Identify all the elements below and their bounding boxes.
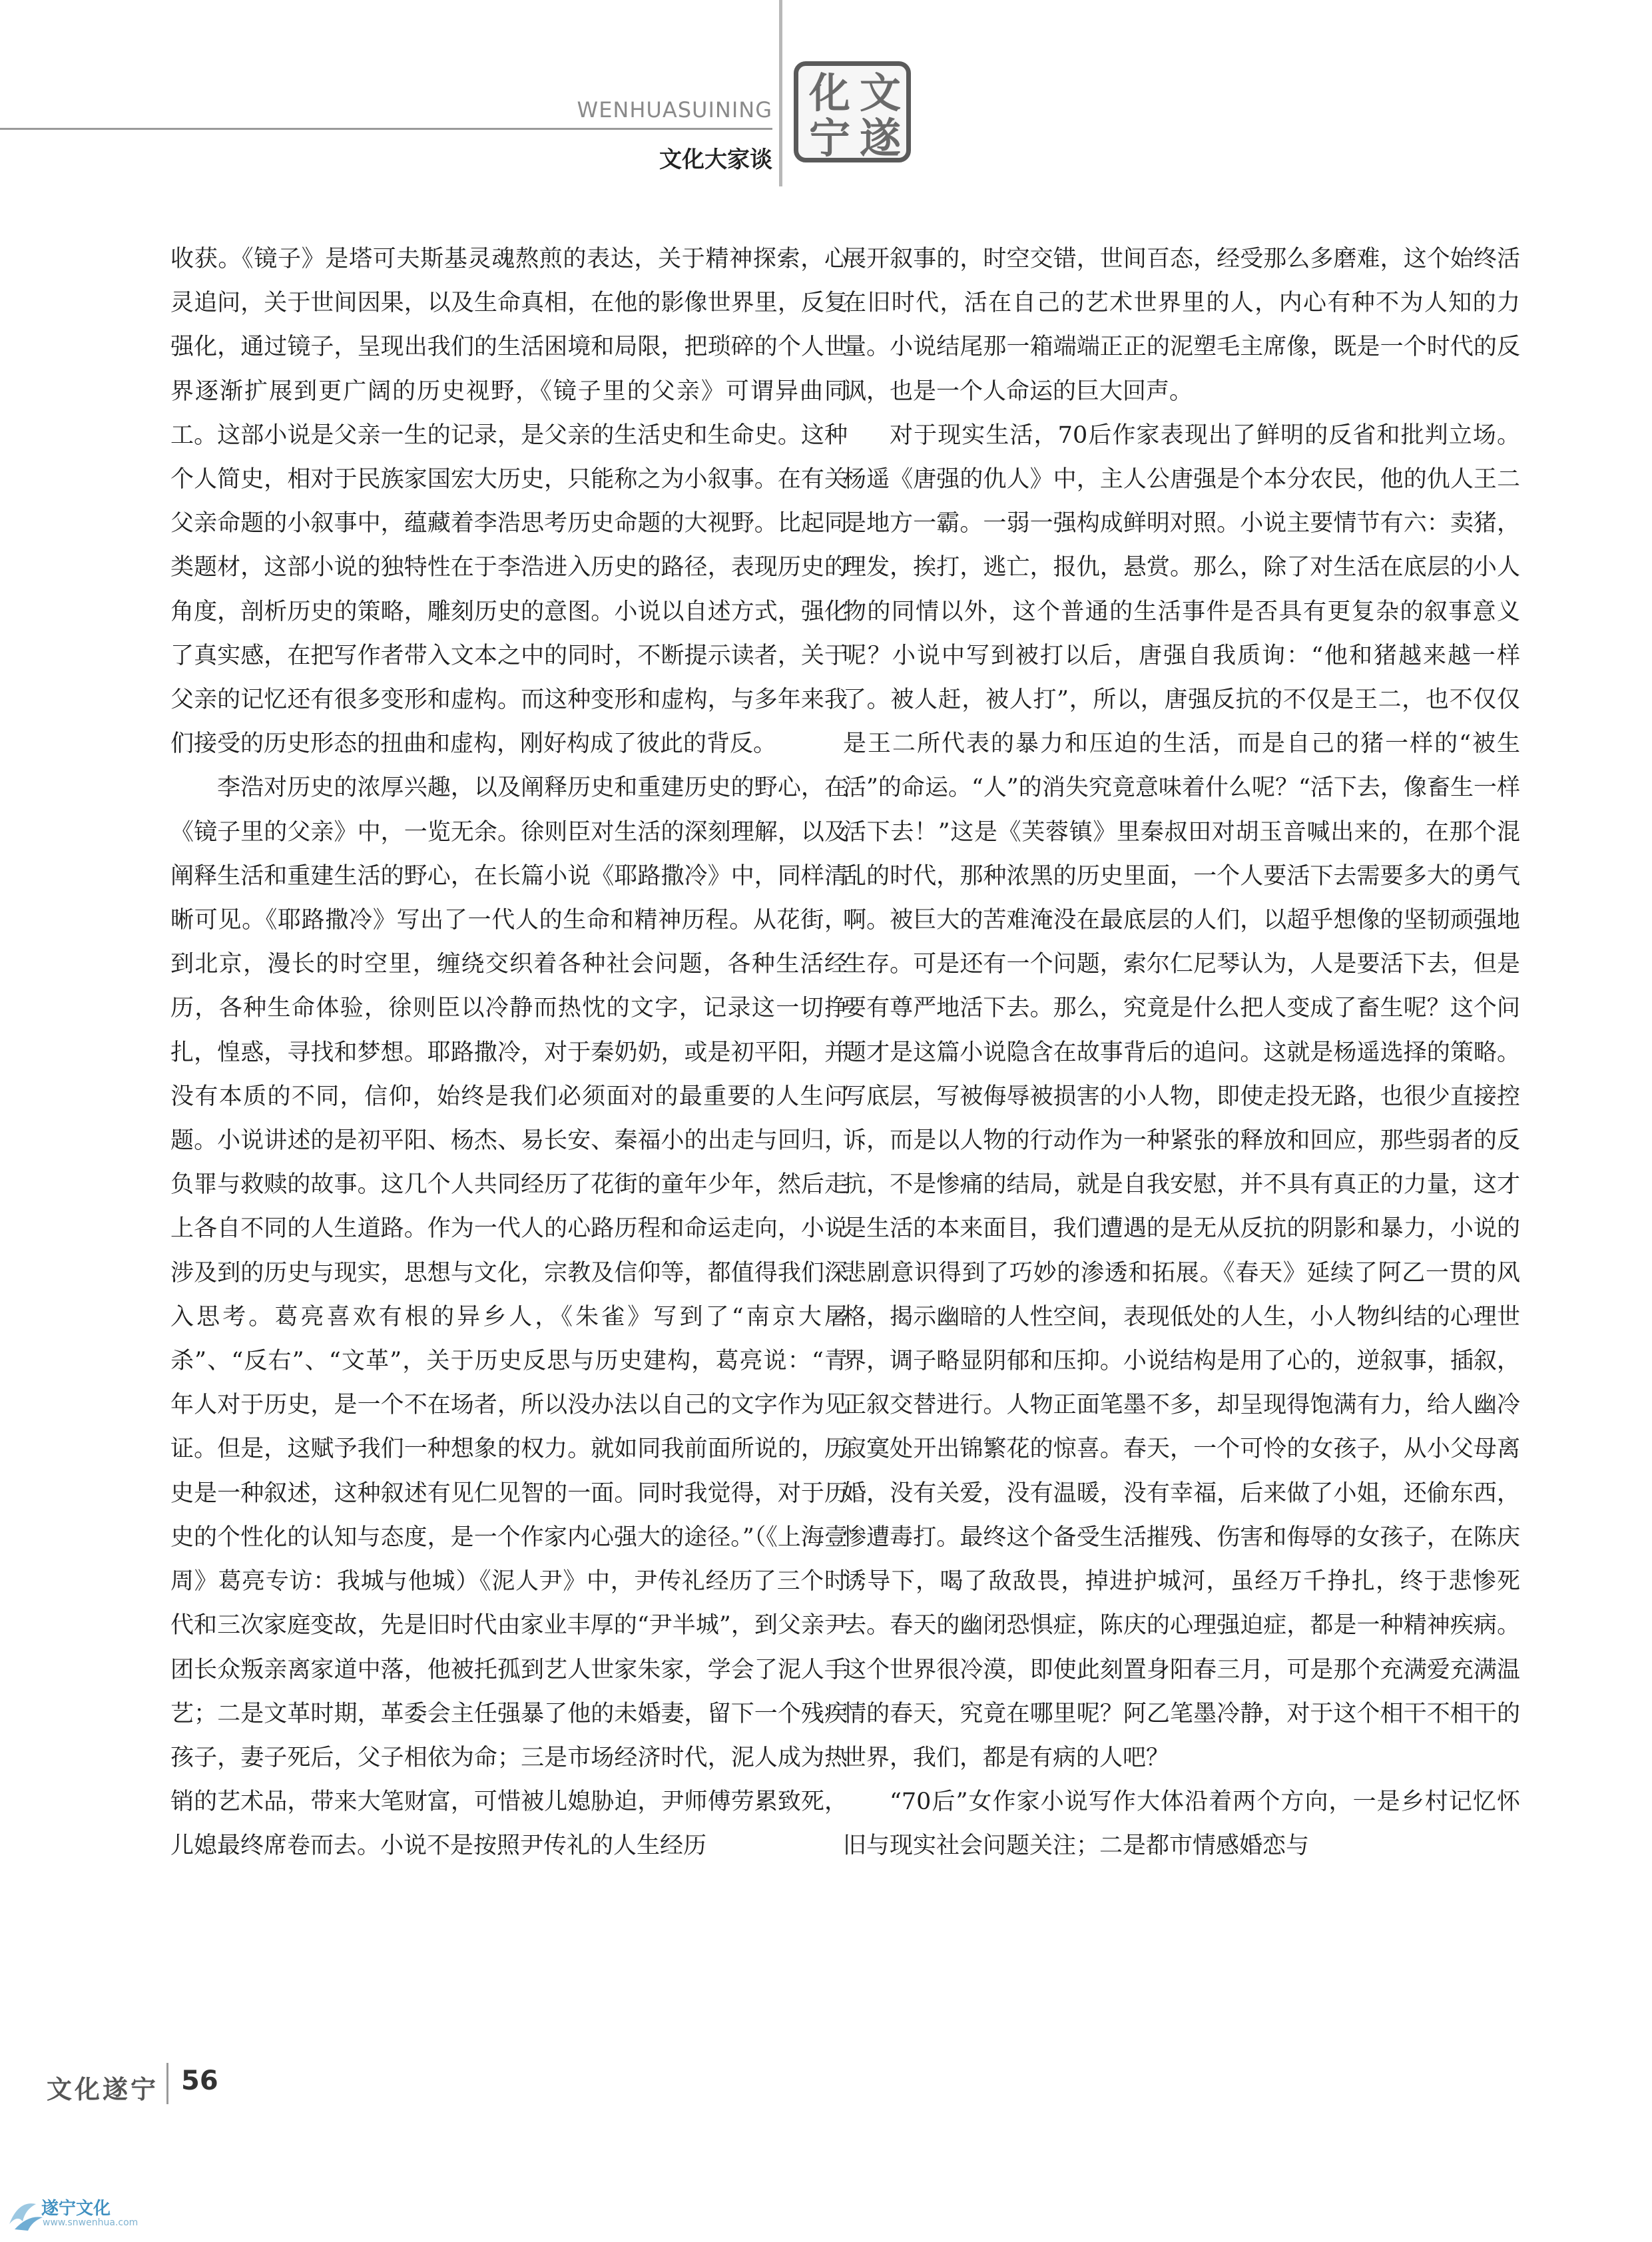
seal-char-2: 化	[809, 69, 851, 117]
seal-char-4: 宁	[809, 114, 851, 162]
page-number: 56	[181, 2066, 218, 2096]
magazine-english-name: WENHUASUINING	[577, 97, 772, 123]
paragraph: 收获。《镜子》是塔可夫斯基灵魂熬煎的表达，关于精神探索，心灵追问，关于世间因果，以及生命真相，在他的影像世界里，反复强化，通过镜子，呈现出我们的生活困境和局限，把琐碎的个人世界逐渐扩展到更广阔的历史视野，《镜子里的父亲》可谓异曲同工。这部小说是父亲一生的记录，是父亲的生活史和生命史。这种个人简史，相对于民族家国宏大历史，只能称之为小叙事。在有关父亲命题的小叙事中，蕴藏着李浩思考历史命题的大视野。比起同类题材，这部小说的独特性在于李浩进入历史的路径，表现历史的角度，剖析历史的策略，雕刻历史的意图。小说以自述方式，强化了真实感，在把写作者带入文本之中的同时，不断提示读者，关于父亲的记忆还有很多变形和虚构。而这种变形和虚构，与多年来我们接受的历史形态的扭曲和虚构，刚好构成了彼此的背反。	[170, 246, 848, 758]
column-title: 文化大家谈	[659, 146, 772, 173]
paragraph: 展开叙事的，时空交错，世间百态，经受那么多磨难，这个始终活在旧时代，活在自己的艺术世界里的人，内心有种不为人知的力量。小说结尾那一箱端端正正的泥塑毛主席像，既是一个时代的反讽，也是一个人命运的巨大回声。	[843, 246, 1520, 405]
footer-brand: 文化遂宁	[47, 2074, 159, 2104]
header-rule	[0, 128, 772, 130]
right-column	[843, 237, 1520, 1868]
watermark-logo	[5, 2195, 225, 2236]
paragraph: 李浩对历史的浓厚兴趣，以及阐释历史和重建历史的野心，在《镜子里的父亲》中，一览无余。徐则臣对生活的深刻理解，以及阐释生活和重建生活的野心，在长篇小说《耶路撒冷》中，同样清晰可见。《耶路撒冷》写出了一代人的生命和精神历程。从花街，到北京，漫长的时空里，缠绕交织着各种社会问题，各种生活经历，各种生命体验，徐则臣以冷静而热忱的文字，记录这一切挣扎，惶惑，寻找和梦想。耶路撒冷，对于秦奶奶，或是初平阳，并没有本质的不同，信仰，始终是我们必须面对的最重要的人生问题。小说讲述的是初平阳、杨杰、易长安、秦福小的出走与回归，负罪与救赎的故事。这几个人共同经历了花街的童年少年，然后走上各自不同的人生道路。作为一代人的心路历程和命运走向，小说涉及到的历史与现实，思想与文化，宗教及信仰等，都值得我们深入思考。葛亮喜欢有根的异乡人，《朱雀》写到了“南京大屠杀”、“反右”、“文革”，关于历史反思与历史建构，葛亮说：“青年人对于历史，是一个不在场者，所以没办法以自己的文字作为见证。但是，这赋予我们一种想象的权力。就如同我前面所说的，历史是一种叙述，这种叙述有见仁见智的一面。同时我觉得，对于历史的个性化的认知与态度，是一个作家内心强大的途径。”（《上海壹周》葛亮专访：我城与他城）《泥人尹》中，尹传礼经历了三个时代和三次家庭变故，先是旧时代由家业丰厚的“尹半城”，到父亲尹团长众叛亲离家道中落，他被托孤到艺人世家朱家，学会了泥人手艺；二是文革时期，革委会主任强暴了他的未婚妻，留下一个残疾孩子，妻子死后，父子相依为命；三是市场经济时代，泥人成为热销的艺术品，带来大笔财富，可惜被儿媳胁迫，尹师傅劳累致死，儿媳最终席卷而去。小说不是按照尹传礼的人生经历	[170, 774, 848, 1860]
seal-char-3: 遂	[860, 114, 902, 162]
header-divider	[779, 0, 782, 186]
watermark-url: www.snwenhua.com	[43, 2217, 138, 2228]
seal-char-1: 文	[860, 69, 902, 117]
watermark-text: 遂宁文化	[41, 2199, 111, 2219]
paragraph: 对于现实生活，70后作家表现出了鲜明的反省和批判立场。杨遥《唐强的仇人》中，主人公唐强是个本分农民，他的仇人王二是地方一霸。一弱一强构成鲜明对照。小说主要情节有六：卖猪，理发，挨打，逃亡，报仇，悬赏。那么，除了对生活在底层的小人物的同情以外，这个普通的生活事件是否具有更复杂的叙事意义呢？小说中写到被打以后，唐强自我质询：“他和猪越来越一样了。被人赶，被人打”，所以，唐强反抗的不仅是王二，也不仅仅是王二所代表的暴力和压迫的生活，而是自己的猪一样的“被生活”的命运。“人”的消失究竟意味着什么呢？“活下去，像畜生一样活下去！”这是《芙蓉镇》里秦叔田对胡玉音喊出来的，在那个混乱的时代，那种浓黑的历史里面，一个人要活下去需要多大的勇气啊。被巨大的苦难淹没在最底层的人们，以超乎想像的坚韧顽强地生存。可是还有一个问题，索尔仁尼琴认为，人是要活下去，但是要有尊严地活下去。那么，究竟是什么把人变成了畜生呢？这个问题才是这篇小说隐含在故事背后的追问。这就是杨遥选择的策略。写底层，写被侮辱被损害的小人物，即使走投无路，也很少直接控诉，而是以人物的行动作为一种紧张的释放和回应，那些弱者的反抗，不是惨痛的结局，就是自我安慰，并不具有真正的力量，这才是生活的本来面目，我们遭遇的是无从反抗的阴影和暴力，小说的悲剧意识得到了巧妙的渗透和拓展。《春天》延续了阿乙一贯的风格，揭示幽暗的人性空间，表现低处的人生，小人物纠结的心理世界，调子略显阴郁和压抑。小说结构是用了心的，逆叙事，插叙，正叙交替进行。人物正面笔墨不多，却呈现得饱满有力，给人幽冷寂寞处开出锦繁花的惊喜。春天，一个可怜的女孩子，从小父母离婚，没有关爱，没有温暖，没有幸福，后来做了小姐，还偷东西，惨遭毒打。最终这个备受生活摧残、伤害和侮辱的女孩子，在陈庆诱导下，喝了敌敌畏，掉进护城河，虽经万千挣扎，终于悲惨死去。春天的幽闭恐惧症，陈庆的心理强迫症，都是一种精神疾病。这个世界很冷漠，即使此刻置身阳春三月，可是那个充满爱充满温情的春天，究竟在哪里呢？阿乙笔墨冷静，对于这个相干不相干的世界，我们，都是有病的人吧？	[843, 421, 1520, 1771]
left-column	[170, 237, 848, 1868]
paragraph: “70后”女作家小说写作大体沿着两个方向，一是乡村记忆怀旧与现实社会问题关注；二是都市情感婚恋与	[843, 1789, 1520, 1860]
footer-divider	[166, 2063, 168, 2104]
magazine-seal-logo	[794, 61, 911, 162]
